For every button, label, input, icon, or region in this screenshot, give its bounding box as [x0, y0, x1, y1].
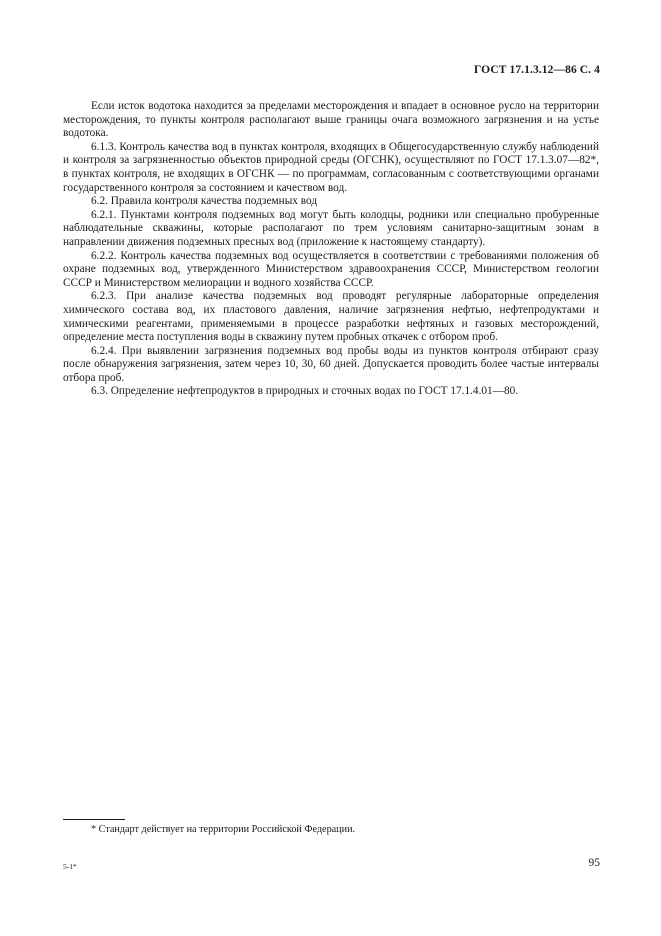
paragraph-6-2: 6.2. Правила контроля качества подземных вод: [91, 195, 318, 208]
paragraph-6-1-3: 6.1.3. Контроль качества вод в пунктах контроля, входящих в Общегосударственную службу наблюдений и контроля за загрязненностью объектов природной среды (ОГСНК), осуществляют по ГОСТ 17.1.3.07—82*, в пунктах контроля, не входящих в ОГСНК — по программам, согласованным с соответствующими органами государственного контроля за состоянием и качеством вод.: [63, 140, 599, 194]
sheet-mark: 5-1*: [63, 862, 77, 871]
footnote-divider: [63, 819, 125, 820]
page-header: ГОСТ 17.1.3.12—86 С. 4: [474, 64, 600, 76]
paragraph-6-2-2: 6.2.2. Контроль качества подземных вод осуществляется в соответствии с требованиями положения об охране подземных вод, утвержденного Министерством здравоохранения СССР, Министерством геологии СССР и Министерством мелиорации и водного хозяйства СССР.: [63, 249, 599, 289]
footnote: * Стандарт действует на территории Российской Федерации.: [91, 824, 356, 835]
page-number: 95: [588, 857, 600, 869]
body-text: [63, 100, 599, 399]
paragraph-stream-source: Если исток водотока находится за пределами месторождения и впадает в основное русло на территории месторождения, то пункты контроля располагают выше границы очага возможного загрязнения и на устье водотока.: [63, 100, 599, 140]
paragraph-6-3: 6.3. Определение нефтепродуктов в природных и сточных водах по ГОСТ 17.1.4.01—80.: [91, 385, 519, 398]
paragraph-6-2-4: 6.2.4. При выявлении загрязнения подземных вод пробы воды из пунктов контроля отбирают сразу после обнаружения загрязнения, затем через 10, 30, 60 дней. Допускается проводить более частые интервалы отбора проб.: [63, 344, 599, 384]
paragraph-6-2-1: 6.2.1. Пунктами контроля подземных вод могут быть колодцы, родники или специально пробуренные наблюдательные скважины, которые располагают по трем условиям санитарно-защитным зонам в направлении движения подземных пресных вод (приложение к настоящему стандарту).: [63, 208, 599, 248]
paragraph-6-2-3: 6.2.3. При анализе качества подземных вод проводят регулярные лабораторные определения химического состава вод, их пластового давления, наличие загрязнения нефтью, нефтепродуктами и химическими реагентами, применяемыми в процессе разработки нефтяных и газовых месторождений, определение места поступления воды в скважину путем пробных откачек с отбором проб.: [63, 290, 599, 344]
